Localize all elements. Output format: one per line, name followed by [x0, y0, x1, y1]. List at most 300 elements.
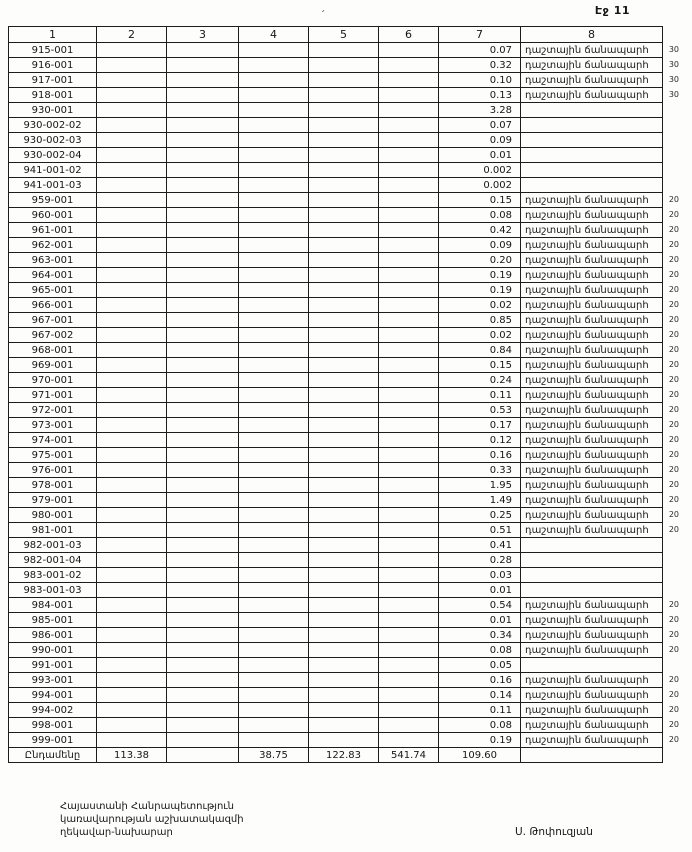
col6-cell — [379, 208, 439, 223]
page-number: Էջ 11 — [594, 4, 630, 17]
col3-cell — [167, 388, 239, 403]
col5-cell — [309, 343, 379, 358]
table-row — [9, 313, 663, 328]
value-cell: 0.11 — [439, 703, 521, 718]
col4-cell — [239, 658, 309, 673]
margin-note: 20 — [668, 330, 679, 339]
col3-cell — [167, 508, 239, 523]
table-row — [9, 238, 663, 253]
col6-cell — [379, 448, 439, 463]
col6-cell — [379, 508, 439, 523]
col3-cell — [167, 703, 239, 718]
value-cell: 0.02 — [439, 328, 521, 343]
col6-cell — [379, 43, 439, 58]
col5-cell — [309, 148, 379, 163]
code-cell: 982-001-04 — [9, 553, 97, 568]
road-type-text: դաշտային ճանապարհ — [525, 464, 649, 476]
header-col-2: 2 — [97, 27, 167, 43]
road-type-text: դաշտային ճանապարհ — [525, 89, 649, 101]
col5-cell — [309, 718, 379, 733]
col3-cell — [167, 343, 239, 358]
col2-cell — [97, 688, 167, 703]
col3-cell — [167, 328, 239, 343]
table-row — [9, 73, 663, 88]
value-cell: 0.24 — [439, 373, 521, 388]
code-cell: 991-001 — [9, 658, 97, 673]
col6-cell — [379, 118, 439, 133]
table-row — [9, 88, 663, 103]
desc-cell — [521, 373, 679, 388]
col2-cell — [97, 598, 167, 613]
col5-cell — [309, 478, 379, 493]
col3-cell — [167, 673, 239, 688]
col6-cell — [379, 598, 439, 613]
code-cell: 918-001 — [9, 88, 97, 103]
col4-cell — [239, 583, 309, 598]
col6-cell — [379, 58, 439, 73]
code-cell: 962-001 — [9, 238, 97, 253]
code-cell: 986-001 — [9, 628, 97, 643]
road-type-text: դաշտային ճանապարհ — [525, 629, 649, 641]
col2-cell — [97, 163, 167, 178]
code-cell: 966-001 — [9, 298, 97, 313]
code-cell: 965-001 — [9, 283, 97, 298]
col5-cell — [309, 658, 379, 673]
value-cell: 0.01 — [439, 613, 521, 628]
col4-cell — [239, 373, 309, 388]
margin-note: 20 — [668, 240, 679, 249]
value-cell: 0.42 — [439, 223, 521, 238]
desc-cell — [521, 163, 663, 178]
col4-cell — [239, 718, 309, 733]
code-cell: 994-001 — [9, 688, 97, 703]
col6-cell — [379, 343, 439, 358]
col3-cell — [167, 253, 239, 268]
desc-cell — [521, 313, 679, 328]
table-row — [9, 298, 663, 313]
col3-cell — [167, 208, 239, 223]
value-cell: 0.15 — [439, 358, 521, 373]
table-row — [9, 403, 663, 418]
col5-cell — [309, 493, 379, 508]
value-cell: 0.01 — [439, 583, 521, 598]
col3-cell — [167, 583, 239, 598]
table-row — [9, 703, 663, 718]
value-cell: 0.13 — [439, 88, 521, 103]
value-cell: 0.03 — [439, 568, 521, 583]
desc-cell — [521, 148, 663, 163]
col4-cell — [239, 688, 309, 703]
margin-note: 20 — [668, 495, 679, 504]
value-cell: 1.95 — [439, 478, 521, 493]
total-label: Ընդամենը — [9, 748, 97, 763]
col2-cell — [97, 643, 167, 658]
margin-note: 20 — [668, 615, 679, 624]
data-table — [8, 26, 679, 763]
col2-cell — [97, 298, 167, 313]
table-row — [9, 478, 663, 493]
col5-cell — [309, 268, 379, 283]
value-cell: 0.09 — [439, 133, 521, 148]
col6-cell — [379, 418, 439, 433]
col4-cell — [239, 613, 309, 628]
table-row — [9, 418, 663, 433]
table-body — [9, 43, 679, 748]
col3-cell — [167, 493, 239, 508]
road-type-text: դաշտային ճանապարհ — [525, 269, 649, 281]
header-col-7: 7 — [439, 27, 521, 43]
col6-cell — [379, 493, 439, 508]
value-cell: 0.25 — [439, 508, 521, 523]
table-row — [9, 568, 663, 583]
col4-cell — [239, 463, 309, 478]
code-cell: 930-002-03 — [9, 133, 97, 148]
col5-cell — [309, 613, 379, 628]
col5-cell — [309, 508, 379, 523]
col6-cell — [379, 283, 439, 298]
road-type-text: դաշտային ճանապարհ — [525, 194, 649, 206]
col4-cell — [239, 238, 309, 253]
col2-cell — [97, 373, 167, 388]
col2-cell — [97, 208, 167, 223]
col3-cell — [167, 643, 239, 658]
desc-cell — [521, 493, 679, 508]
value-cell: 0.002 — [439, 163, 521, 178]
margin-note: 20 — [668, 480, 679, 489]
road-type-text: դաշտային ճանապարհ — [525, 239, 649, 251]
col6-cell — [379, 688, 439, 703]
col3-cell — [167, 238, 239, 253]
code-cell: 930-002-02 — [9, 118, 97, 133]
col2-cell — [97, 673, 167, 688]
col6-cell — [379, 223, 439, 238]
col5-cell — [309, 88, 379, 103]
table-row — [9, 613, 663, 628]
road-type-text: դաշտային ճանապարհ — [525, 59, 649, 71]
desc-cell — [521, 328, 679, 343]
value-cell: 0.002 — [439, 178, 521, 193]
total-col-5: 122.83 — [309, 748, 379, 763]
desc-cell — [521, 658, 663, 673]
col3-cell — [167, 553, 239, 568]
col3-cell — [167, 733, 239, 748]
col6-cell — [379, 703, 439, 718]
desc-cell — [521, 253, 679, 268]
road-type-text: դաշտային ճանապարհ — [525, 329, 649, 341]
col2-cell — [97, 403, 167, 418]
margin-note: 20 — [668, 435, 679, 444]
col2-cell — [97, 133, 167, 148]
col3-cell — [167, 433, 239, 448]
footer-org-line-3: ղեկավար-նախարար — [60, 827, 173, 838]
header-col-8: 8 — [521, 27, 663, 43]
col2-cell — [97, 148, 167, 163]
col4-cell — [239, 133, 309, 148]
col4-cell — [239, 118, 309, 133]
table-row — [9, 163, 663, 178]
table-row — [9, 733, 663, 748]
margin-note: 20 — [668, 510, 679, 519]
col4-cell — [239, 223, 309, 238]
scan-artifact-mark: ՛ — [322, 10, 325, 21]
table-row — [9, 508, 663, 523]
margin-note: 20 — [668, 735, 679, 744]
table-row — [9, 523, 663, 538]
road-type-text: դաշտային ճանապարհ — [525, 419, 649, 431]
col5-cell — [309, 373, 379, 388]
table-row — [9, 148, 663, 163]
desc-cell — [521, 298, 679, 313]
margin-note: 20 — [668, 390, 679, 399]
header-col-3: 3 — [167, 27, 239, 43]
col3-cell — [167, 88, 239, 103]
desc-cell — [521, 583, 663, 598]
table-row — [9, 43, 663, 58]
table-row — [9, 373, 663, 388]
col5-cell — [309, 313, 379, 328]
value-cell: 0.54 — [439, 598, 521, 613]
col3-cell — [167, 463, 239, 478]
road-type-text: դաշտային ճանապարհ — [525, 674, 649, 686]
col3-cell — [167, 103, 239, 118]
desc-cell — [521, 178, 663, 193]
col6-cell — [379, 613, 439, 628]
code-cell: 974-001 — [9, 433, 97, 448]
col6-cell — [379, 673, 439, 688]
col5-cell — [309, 733, 379, 748]
desc-cell — [521, 478, 679, 493]
col2-cell — [97, 478, 167, 493]
value-cell: 0.05 — [439, 658, 521, 673]
margin-note: 20 — [668, 450, 679, 459]
col5-cell — [309, 643, 379, 658]
col5-cell — [309, 673, 379, 688]
code-cell: 968-001 — [9, 343, 97, 358]
road-type-text: դաշտային ճանապարհ — [525, 524, 649, 536]
table-row — [9, 58, 663, 73]
value-cell: 0.19 — [439, 733, 521, 748]
value-cell: 0.11 — [439, 388, 521, 403]
table-header — [9, 27, 663, 43]
col6-cell — [379, 478, 439, 493]
col2-cell — [97, 613, 167, 628]
col4-cell — [239, 283, 309, 298]
col2-cell — [97, 223, 167, 238]
desc-cell — [521, 118, 663, 133]
margin-note: 20 — [668, 405, 679, 414]
col3-cell — [167, 148, 239, 163]
col4-cell — [239, 268, 309, 283]
desc-cell — [521, 283, 679, 298]
col3-cell — [167, 133, 239, 148]
value-cell: 0.19 — [439, 283, 521, 298]
col5-cell — [309, 388, 379, 403]
margin-note: 20 — [668, 630, 679, 639]
margin-note: 20 — [668, 375, 679, 384]
col4-cell — [239, 343, 309, 358]
margin-note: 20 — [668, 420, 679, 429]
col3-cell — [167, 118, 239, 133]
value-cell: 0.01 — [439, 148, 521, 163]
header-col-1: 1 — [9, 27, 97, 43]
col5-cell — [309, 238, 379, 253]
col3-cell — [167, 688, 239, 703]
margin-note: 20 — [668, 270, 679, 279]
desc-cell — [521, 433, 679, 448]
code-cell: 983-001-02 — [9, 568, 97, 583]
col3-cell — [167, 283, 239, 298]
col4-cell — [239, 433, 309, 448]
col5-cell — [309, 463, 379, 478]
code-cell: 990-001 — [9, 643, 97, 658]
col4-cell — [239, 178, 309, 193]
margin-note: 20 — [668, 525, 679, 534]
total-col-6: 541.74 — [379, 748, 439, 763]
table-row — [9, 223, 663, 238]
col6-cell — [379, 268, 439, 283]
table-row — [9, 283, 663, 298]
col6-cell — [379, 313, 439, 328]
col3-cell — [167, 478, 239, 493]
col2-cell — [97, 253, 167, 268]
value-cell: 0.08 — [439, 208, 521, 223]
col4-cell — [239, 538, 309, 553]
value-cell: 0.07 — [439, 43, 521, 58]
margin-note: 20 — [668, 285, 679, 294]
col2-cell — [97, 238, 167, 253]
table-row — [9, 268, 663, 283]
desc-cell — [521, 238, 679, 253]
code-cell: 998-001 — [9, 718, 97, 733]
value-cell: 0.53 — [439, 403, 521, 418]
table-row — [9, 553, 663, 568]
table-row — [9, 358, 663, 373]
table-row — [9, 688, 663, 703]
road-type-text: դաշտային ճանապարհ — [525, 299, 649, 311]
code-cell: 972-001 — [9, 403, 97, 418]
code-cell: 993-001 — [9, 673, 97, 688]
col4-cell — [239, 73, 309, 88]
col6-cell — [379, 733, 439, 748]
col2-cell — [97, 343, 167, 358]
col2-cell — [97, 583, 167, 598]
col3-cell — [167, 298, 239, 313]
road-type-text: դաշտային ճանապարհ — [525, 344, 649, 356]
code-cell: 994-002 — [9, 703, 97, 718]
col5-cell — [309, 568, 379, 583]
col4-cell — [239, 733, 309, 748]
col2-cell — [97, 628, 167, 643]
road-type-text: դաշտային ճանապարհ — [525, 374, 649, 386]
table-row — [9, 208, 663, 223]
margin-note: 20 — [668, 645, 679, 654]
table-row — [9, 658, 663, 673]
value-cell: 0.19 — [439, 268, 521, 283]
header-col-4: 4 — [239, 27, 309, 43]
col5-cell — [309, 163, 379, 178]
desc-cell — [521, 223, 679, 238]
col2-cell — [97, 448, 167, 463]
code-cell: 983-001-03 — [9, 583, 97, 598]
road-type-text: դաշտային ճանապարհ — [525, 689, 649, 701]
value-cell: 0.41 — [439, 538, 521, 553]
value-cell: 0.14 — [439, 688, 521, 703]
col4-cell — [239, 208, 309, 223]
road-type-text: դաշտային ճանապարհ — [525, 719, 649, 731]
value-cell: 0.02 — [439, 298, 521, 313]
col4-cell — [239, 643, 309, 658]
col5-cell — [309, 628, 379, 643]
desc-cell — [521, 448, 679, 463]
desc-cell — [521, 133, 663, 148]
table-row — [9, 538, 663, 553]
col4-cell — [239, 703, 309, 718]
col2-cell — [97, 523, 167, 538]
desc-cell — [521, 208, 679, 223]
desc-cell — [521, 613, 679, 628]
road-type-text: դաշտային ճանապարհ — [525, 449, 649, 461]
total-col-7: 109.60 — [439, 748, 521, 763]
margin-note: 20 — [668, 705, 679, 714]
value-cell: 0.16 — [439, 448, 521, 463]
table-row — [9, 388, 663, 403]
table-row — [9, 133, 663, 148]
col5-cell — [309, 418, 379, 433]
col4-cell — [239, 163, 309, 178]
table-footer — [9, 748, 663, 763]
desc-cell — [521, 103, 663, 118]
col6-cell — [379, 388, 439, 403]
header-col-5: 5 — [309, 27, 379, 43]
code-cell: 941-001-02 — [9, 163, 97, 178]
code-cell: 975-001 — [9, 448, 97, 463]
code-cell: 967-002 — [9, 328, 97, 343]
col2-cell — [97, 418, 167, 433]
margin-note: 20 — [668, 195, 679, 204]
col5-cell — [309, 73, 379, 88]
col5-cell — [309, 43, 379, 58]
table-row — [9, 493, 663, 508]
col6-cell — [379, 433, 439, 448]
col3-cell — [167, 58, 239, 73]
col4-cell — [239, 673, 309, 688]
code-cell: 917-001 — [9, 73, 97, 88]
col6-cell — [379, 358, 439, 373]
col3-cell — [167, 178, 239, 193]
desc-cell — [521, 568, 663, 583]
col5-cell — [309, 553, 379, 568]
desc-cell — [521, 673, 679, 688]
desc-cell — [521, 643, 679, 658]
col2-cell — [97, 718, 167, 733]
col4-cell — [239, 568, 309, 583]
value-cell: 0.84 — [439, 343, 521, 358]
table-row — [9, 103, 663, 118]
margin-note: 20 — [668, 690, 679, 699]
col5-cell — [309, 403, 379, 418]
margin-note: 20 — [668, 720, 679, 729]
col6-cell — [379, 373, 439, 388]
col4-cell — [239, 313, 309, 328]
value-cell: 0.10 — [439, 73, 521, 88]
desc-cell — [521, 343, 679, 358]
margin-note: 30 — [668, 75, 679, 84]
margin-note: 20 — [668, 315, 679, 324]
code-cell: 960-001 — [9, 208, 97, 223]
col5-cell — [309, 598, 379, 613]
col2-cell — [97, 538, 167, 553]
col6-cell — [379, 553, 439, 568]
